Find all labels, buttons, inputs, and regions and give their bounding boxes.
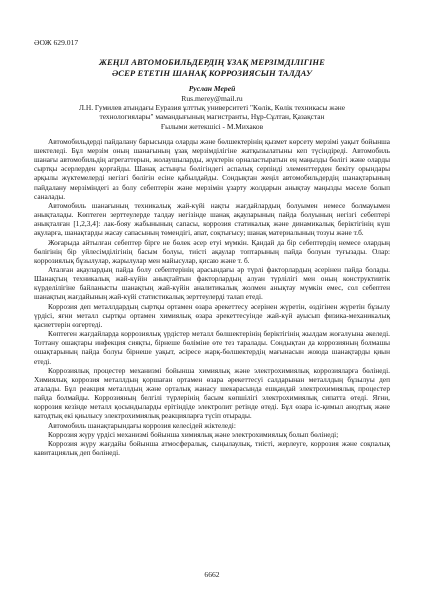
paragraph: Аталған ақаулардың пайда болу себептерінің арасындағы әр түрлі факторлардың әсерінен пайда болады. Шанақтың техникалық жай-күйін анықтайтын факторлардың алуан түрлілігі мен оның конструктивтік күрделілігіне байланысты шанақтың жай-күйін аналитикалық жолмен анықтау мүмкін емес, сол себептен шанақтың жағдайының жай-күйі статистикалық зерттеулерді талап етеді. bbox=[34, 264, 390, 302]
paragraph: Коррозия жүру үрдісі механизмі бойынша химиялық және электрохимиялық болып бөлінеді; bbox=[48, 429, 339, 439]
author-email[interactable]: Rus.merey@mail.ru bbox=[181, 93, 243, 103]
paragraph: Автомобильдерді пайдалану барысында оларды және бөлшектерінің қызмет көрсету мерзімі уақыт бойынша шектеледі. Бұл мерзім оның шанағының ұзақ мерзімділігіне жатқызылатыны кеп түсіндіреді. Автомобиль шанағы автомобильдің агрегаттерын, жолаушыларды, жүктерін орналастыратын ең маңызды бөлігі және оларды сыртқы әсерлерден қорғайды. Шанақ астыңғы бөлігіндегі аспалық серпінді элементтерден бекіту орындары арқылы жүктемелерді негізгі бөлігін есіне қабылдайды. Сондықтан жеңіл автомобильдердің шанақтарының пайдалану мерзіміндегі аз болу себептерін және мерзімін ұзарту жолдарын анықтау маңызды мәселе болып саналады. bbox=[34, 136, 390, 201]
paragraph: Автомобиль шанақтарындағы коррозия келесідей жіктеледі: bbox=[48, 420, 236, 430]
affiliation-line-1: Л.Н. Гумилев атындағы Еуразия ұлттық университеті "Көлік, Көлік техникасы және bbox=[79, 103, 345, 113]
author-name: Руслан Мерей bbox=[188, 84, 236, 93]
paragraph: Коррозиялық процестер механизмі бойынша химиялық және электрохимиялық коррозияларға бөлінеді. Химиялық коррозия металлдың қоршаған ортамен өзара әрекеттесуі салдарынан металлдың бұзылуы деп аталады. Бұл реакция металлдың және орталық жанасу шекарасында ешқандай электрохимиялық процестер пайда болмайды. Коррозияның белгілі түрлерінің басым көпшілігі электрохимиялық сипатта өтеді. Яғни, коррозия кезінде металл қосындыларды ерітіндіде электролит ретінде өтеді. Бұл өзара іс-қимыл анодтық және катодтық екі қиылысу электрохимиялық реакцияларға түсіп отырады. bbox=[34, 365, 390, 421]
paragraph: Коррозия деп металлдардың сыртқы ортамен өзара әрекеттесу әсерінен жүретін, өздігінен жүретін бұзылу үрдісі, яғни металл сыртқы ортамен химиялық өзара әрекеттесуінде жай-күй ауысып физика-механикалық қасиеттерін өзгертеді. bbox=[34, 301, 390, 329]
title-line-2: ӘСЕР ЕТЕТІН ШАНАҚ КОРРОЗИЯСЫН ТАЛДАУ bbox=[111, 67, 313, 78]
udc-code: ӘОЖ 629.017 bbox=[34, 38, 79, 47]
paragraph: Жоғарыда айтылған себептер бірге не бөлек әсер етуі мүмкін. Қандай да бір себептердің немесе олардың бөлігінің бір уйлесімділігінің басым болуы, тиісті ақаулар топтарының пайда болуын туғызады. Олар: коррозиялық бұзылулар, жарылулар мен майысулар, қисаю және т. б. bbox=[34, 237, 390, 265]
paragraph: Коррозия жүру жағдайы бойынша атмосфералық, сыңылаулық, тиісті, жерлеуге, коррозия және соқпалық кавитациялық деп бөлінеді. bbox=[34, 438, 390, 458]
paragraph: Автомобиль шанағының техникалық жай-күйі нақты жағдайлардың болуымен немесе болмауымен анықталады. Көптеген зерттеулерде талдау негізінде шанақ ақауларының пайда болуының негізгі себептері анықталған [1,2,3,4]: лак-бояу жабынының сапасы, коррозия статикалық және динамикалық беріктігінің күш ақуларға, шанақтарды жасау сапасының төмендігі, апат, соқтығысу; шанақ материалының тозуы және т.б. bbox=[34, 200, 390, 238]
paragraph: Көптеген жағдайларда коррозиялық үрдістер металл бөлшектерінің беріктігінің жылдам жоғалуына әкеледі. Тоттану ошақтары инфекция сияқты, бірнеше бөліміне өте тез таралады. Сондықтан да коррозияның болмашы ошақтарының пайда болуы бірнеше уақыт, әсіресе жарқ-бөлшектердің мағынасын жоюда шанақтарды қиын етеді. bbox=[34, 329, 390, 366]
affiliation-line-2: технологиялары" мамандығының магистранты, Нұр-Сұлтан, Қазақстан bbox=[99, 112, 325, 122]
author-block bbox=[34, 84, 390, 131]
supervisor-line: Ғылыми жетекшісі - М.Михаков bbox=[160, 121, 264, 131]
page-number: 6662 bbox=[204, 570, 220, 579]
title-line-1: ЖЕҢІЛ АВТОМОБИЛЬДЕРДІҢ ҰЗАҚ МЕРЗІМДІЛІГІНЕ bbox=[98, 57, 326, 67]
article-body bbox=[34, 137, 390, 457]
article-title bbox=[34, 57, 390, 78]
